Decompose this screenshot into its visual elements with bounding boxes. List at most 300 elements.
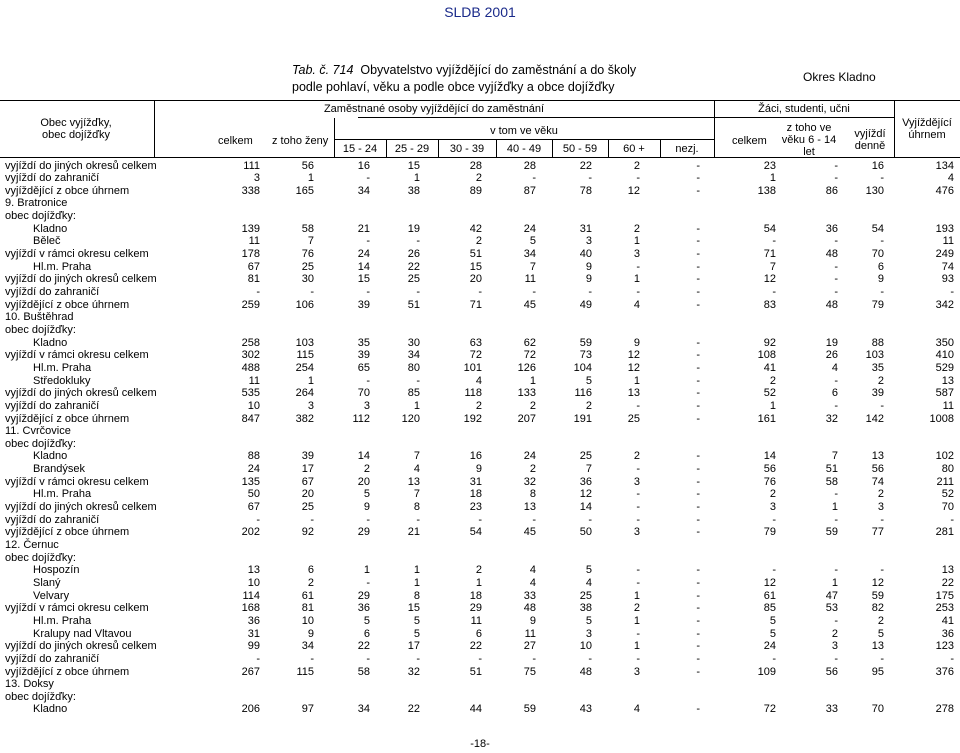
- cell-age-25-29: -: [416, 374, 420, 387]
- cell-zeny: 39: [301, 450, 314, 463]
- cell-zaci-6-14: 86: [825, 184, 838, 197]
- cell-age-60: -: [636, 463, 640, 476]
- cell-zaci-celkem: 7: [769, 260, 776, 273]
- cell-zaci-celkem: 5: [769, 627, 776, 640]
- cell-age-30-39: 18: [469, 488, 482, 501]
- cell-zeny: 25: [301, 501, 314, 514]
- cell-age-40-49: 2: [529, 399, 536, 412]
- row-label: Hl.m. Praha: [33, 260, 92, 273]
- cell-age-15-24: 39: [357, 349, 370, 362]
- cell-age-40-49: 87: [523, 184, 536, 197]
- cell-age-15-24: 9: [363, 501, 370, 514]
- table-row: [0, 349, 960, 362]
- row-label: vyjíždí do zahraničí: [5, 513, 100, 526]
- cell-age-30-39: 4: [475, 374, 482, 387]
- cell-zeny: 20: [301, 488, 314, 501]
- cell-age-40-49: 8: [529, 488, 536, 501]
- table-row: [0, 564, 960, 577]
- cell-age-15-24: 1: [363, 564, 370, 577]
- cell-zaci-6-14: -: [834, 564, 838, 577]
- cell-zaci-6-14: 51: [825, 463, 838, 476]
- cell-age-60: 25: [627, 412, 640, 425]
- cell-age-60: -: [636, 564, 640, 577]
- cell-vyjizdi-denne: 35: [871, 361, 884, 374]
- cell-uhrnem: 93: [941, 273, 954, 286]
- cell-age-15-24: 15: [357, 273, 370, 286]
- col-header-age-30-39: 30 - 39: [449, 143, 485, 155]
- cell-age-25-29: 8: [413, 501, 420, 514]
- cell-nezj: -: [696, 627, 700, 640]
- cell-celkem: 135: [241, 475, 260, 488]
- cell-age-50-59: 9: [585, 260, 592, 273]
- cell-nezj: -: [696, 450, 700, 463]
- cell-age-60: 1: [633, 640, 640, 653]
- cell-age-15-24: 29: [357, 526, 370, 539]
- row-label: 12. Černuc: [5, 539, 59, 551]
- cell-age-15-24: 35: [357, 336, 370, 349]
- cell-uhrnem: 52: [941, 488, 954, 501]
- cell-age-50-59: 38: [579, 602, 592, 615]
- cell-nezj: -: [696, 248, 700, 261]
- cell-zeny: 25: [301, 260, 314, 273]
- cell-zaci-6-14: 48: [825, 298, 838, 311]
- cell-age-50-59: -: [588, 172, 592, 185]
- cell-uhrnem: 253: [935, 602, 954, 615]
- app-title: SLDB 2001: [444, 4, 516, 20]
- cell-age-25-29: 85: [407, 387, 420, 400]
- col-header-age-25-29: 25 - 29: [394, 143, 430, 155]
- cell-zeny: 103: [295, 336, 314, 349]
- table-row: [0, 160, 960, 173]
- row-label: vyjíždí v rámci okresu celkem: [5, 248, 149, 261]
- cell-celkem: -: [256, 652, 260, 665]
- cell-zaci-6-14: 48: [825, 248, 838, 261]
- cell-age-25-29: -: [416, 513, 420, 526]
- cell-zeny: 382: [295, 412, 314, 425]
- cell-age-50-59: 40: [579, 248, 592, 261]
- col-header-age-60: 60 +: [623, 143, 645, 155]
- cell-celkem: 114: [242, 589, 260, 602]
- cell-zaci-celkem: 61: [763, 589, 776, 602]
- cell-vyjizdi-denne: 77: [871, 526, 884, 539]
- cell-vyjizdi-denne: 3: [877, 501, 884, 514]
- cell-age-30-39: 89: [469, 184, 482, 197]
- cell-zaci-celkem: 2: [769, 488, 776, 501]
- cell-age-15-24: 5: [363, 614, 370, 627]
- cell-celkem: 267: [241, 665, 260, 678]
- cell-age-30-39: 44: [469, 703, 482, 716]
- row-label: obec dojížďky:: [5, 437, 76, 450]
- cell-nezj: -: [696, 652, 700, 665]
- table-row: [0, 691, 960, 704]
- cell-celkem: -: [256, 286, 260, 298]
- row-label: 13. Doksy: [5, 678, 54, 691]
- cell-age-30-39: 42: [469, 222, 482, 235]
- cell-age-40-49: 62: [523, 336, 536, 349]
- cell-age-40-49: 45: [523, 298, 536, 311]
- table-row: [0, 185, 960, 198]
- cell-celkem: 99: [247, 640, 260, 653]
- cell-zaci-celkem: 3: [769, 501, 776, 514]
- row-label: Hl.m. Praha: [33, 361, 92, 374]
- row-label: 11. Cvrčovice: [5, 425, 71, 438]
- table-row: [0, 261, 960, 274]
- cell-zaci-6-14: 1: [831, 576, 838, 589]
- row-label: vyjíždějící z obce úhrnem: [5, 298, 130, 311]
- cell-zaci-6-14: 32: [825, 412, 838, 425]
- cell-age-25-29: 15: [407, 159, 420, 172]
- cell-age-15-24: 16: [357, 159, 370, 172]
- cell-uhrnem: 22: [941, 576, 954, 589]
- cell-vyjizdi-denne: 56: [871, 463, 884, 476]
- cell-zaci-celkem: 85: [763, 602, 776, 615]
- row-label: Hospozín: [33, 564, 80, 577]
- cell-age-25-29: 26: [407, 248, 420, 261]
- row-label: vyjíždí do zahraničí: [5, 399, 100, 412]
- cell-age-30-39: 31: [469, 475, 482, 488]
- cell-zaci-6-14: 7: [831, 450, 838, 463]
- cell-age-25-29: 17: [407, 640, 420, 653]
- cell-nezj: -: [696, 564, 700, 577]
- cell-age-40-49: 4: [529, 576, 536, 589]
- cell-vyjizdi-denne: 88: [871, 336, 884, 349]
- cell-vyjizdi-denne: 70: [871, 248, 884, 261]
- cell-age-50-59: 50: [579, 526, 592, 539]
- cell-uhrnem: 13: [941, 374, 954, 387]
- cell-zeny: 264: [295, 387, 314, 400]
- col-header-veku-6-14: z toho ve věku 6 - 14 let: [781, 122, 837, 158]
- row-label: obec dojížďky:: [5, 690, 76, 703]
- cell-zaci-6-14: -: [834, 399, 838, 412]
- table-row: [0, 539, 960, 552]
- cell-age-25-29: 5: [413, 614, 420, 627]
- cell-age-30-39: 6: [475, 627, 482, 640]
- cell-age-25-29: 80: [407, 361, 420, 374]
- header-subrule: [334, 139, 714, 140]
- row-label: vyjíždějící z obce úhrnem: [5, 526, 130, 539]
- cell-age-25-29: 30: [407, 336, 420, 349]
- row-label: vyjíždí do jiných okresů celkem: [5, 640, 157, 653]
- cell-zaci-6-14: -: [834, 614, 838, 627]
- row-label: vyjíždí v rámci okresu celkem: [5, 602, 149, 615]
- cell-vyjizdi-denne: 13: [871, 450, 884, 463]
- cell-nezj: -: [696, 336, 700, 349]
- cell-vyjizdi-denne: 59: [871, 589, 884, 602]
- cell-age-15-24: -: [366, 235, 370, 248]
- cell-celkem: 259: [241, 298, 260, 311]
- cell-uhrnem: 193: [935, 222, 954, 235]
- cell-celkem: 206: [241, 703, 260, 716]
- cell-age-15-24: 22: [357, 640, 370, 653]
- cell-uhrnem: -: [950, 513, 954, 526]
- cell-age-60: 2: [633, 222, 640, 235]
- table-row: [0, 400, 960, 413]
- table-row: [0, 425, 960, 438]
- cell-age-50-59: 22: [579, 159, 592, 172]
- row-label: Kladno: [33, 222, 68, 235]
- cell-vyjizdi-denne: 79: [871, 298, 884, 311]
- cell-uhrnem: 36: [941, 627, 954, 640]
- cell-vyjizdi-denne: 16: [871, 159, 884, 172]
- cell-age-40-49: 75: [523, 665, 536, 678]
- cell-zaci-celkem: 72: [763, 703, 776, 716]
- cell-vyjizdi-denne: -: [880, 513, 884, 526]
- cell-age-15-24: 5: [363, 488, 370, 501]
- cell-age-60: 3: [633, 665, 640, 678]
- cell-age-40-49: 126: [517, 361, 536, 374]
- cell-celkem: -: [256, 513, 260, 526]
- table-row: [0, 299, 960, 312]
- cell-age-30-39: 51: [469, 665, 482, 678]
- cell-zaci-celkem: 41: [763, 361, 776, 374]
- cell-age-40-49: 27: [523, 640, 536, 653]
- cell-uhrnem: -: [950, 286, 954, 298]
- cell-age-15-24: 14: [357, 260, 370, 273]
- cell-zaci-celkem: 92: [763, 336, 776, 349]
- cell-zaci-celkem: 108: [757, 349, 776, 362]
- cell-age-30-39: -: [478, 652, 482, 665]
- cell-age-15-24: 112: [352, 412, 370, 425]
- cell-age-25-29: 5: [413, 627, 420, 640]
- table-row: [0, 337, 960, 350]
- cell-age-25-29: 32: [407, 665, 420, 678]
- cell-age-60: -: [636, 513, 640, 526]
- cell-zaci-celkem: 52: [763, 387, 776, 400]
- cell-vyjizdi-denne: 39: [871, 387, 884, 400]
- cell-uhrnem: 123: [935, 640, 954, 653]
- cell-zaci-6-14: -: [834, 286, 838, 298]
- cell-age-30-39: 71: [469, 298, 482, 311]
- cell-age-60: 1: [633, 374, 640, 387]
- cell-age-60: 1: [633, 589, 640, 602]
- cell-zaci-celkem: 71: [763, 248, 776, 261]
- cell-age-50-59: 3: [585, 235, 592, 248]
- row-label: vyjíždí do jiných okresů celkem: [5, 387, 157, 400]
- cell-age-50-59: 2: [585, 399, 592, 412]
- cell-uhrnem: -: [950, 652, 954, 665]
- table-row: [0, 362, 960, 375]
- cell-vyjizdi-denne: 103: [865, 349, 884, 362]
- cell-uhrnem: 350: [935, 336, 954, 349]
- cell-age-50-59: 48: [579, 665, 592, 678]
- cell-age-15-24: 6: [363, 627, 370, 640]
- cell-zeny: 81: [301, 602, 314, 615]
- cell-celkem: 88: [247, 450, 260, 463]
- cell-nezj: -: [696, 374, 700, 387]
- cell-zaci-celkem: 1: [769, 399, 776, 412]
- cell-zeny: -: [310, 286, 314, 298]
- cell-nezj: -: [696, 260, 700, 273]
- table-row: [0, 375, 960, 388]
- cell-celkem: 202: [241, 526, 260, 539]
- cell-zeny: -: [310, 652, 314, 665]
- row-label: vyjíždí v rámci okresu celkem: [5, 475, 149, 488]
- cell-celkem: 488: [241, 361, 260, 374]
- table-row: [0, 387, 960, 400]
- cell-age-60: 9: [633, 336, 640, 349]
- table-row: [0, 172, 960, 185]
- cell-age-40-49: -: [532, 513, 536, 526]
- cell-nezj: -: [696, 222, 700, 235]
- row-label: Slaný: [33, 576, 61, 589]
- cell-uhrnem: 102: [935, 450, 954, 463]
- cell-zaci-celkem: -: [772, 652, 776, 665]
- cell-vyjizdi-denne: -: [880, 172, 884, 185]
- cell-age-40-49: 13: [523, 501, 536, 514]
- table-row: [0, 628, 960, 641]
- cell-celkem: 67: [247, 260, 260, 273]
- cell-vyjizdi-denne: -: [880, 652, 884, 665]
- cell-zaci-celkem: 2: [769, 374, 776, 387]
- cell-age-50-59: 43: [579, 703, 592, 716]
- cell-zaci-6-14: -: [834, 235, 838, 248]
- cell-uhrnem: 80: [941, 463, 954, 476]
- cell-zaci-6-14: -: [834, 172, 838, 185]
- cell-age-25-29: 1: [413, 172, 420, 185]
- header-top-rule: [0, 100, 960, 101]
- cell-uhrnem: 134: [935, 159, 954, 172]
- cell-age-30-39: 2: [475, 399, 482, 412]
- table-row: [0, 514, 960, 527]
- table-row: [0, 678, 960, 691]
- cell-age-60: 3: [633, 526, 640, 539]
- cell-vyjizdi-denne: 6: [877, 260, 884, 273]
- cell-zaci-6-14: -: [834, 374, 838, 387]
- title-line1: Obyvatelstvo vyjíždějící do zaměstnání a do školy: [360, 63, 637, 77]
- cell-age-50-59: 3: [585, 627, 592, 640]
- cell-zaci-celkem: 109: [757, 665, 776, 678]
- cell-age-25-29: 19: [407, 222, 420, 235]
- row-label: 9. Bratronice: [5, 197, 68, 210]
- cell-age-25-29: -: [416, 286, 420, 298]
- cell-zeny: 115: [296, 665, 314, 678]
- table-row: [0, 235, 960, 248]
- row-label: Hl.m. Praha: [33, 614, 92, 627]
- cell-nezj: -: [696, 412, 700, 425]
- cell-age-60: 12: [627, 361, 640, 374]
- cell-nezj: -: [696, 665, 700, 678]
- cell-age-25-29: 1: [413, 576, 420, 589]
- cell-celkem: 13: [247, 564, 260, 577]
- cell-zeny: 1: [307, 374, 314, 387]
- cell-zaci-celkem: -: [772, 235, 776, 248]
- cell-celkem: 535: [241, 387, 260, 400]
- cell-age-15-24: 65: [357, 361, 370, 374]
- cell-age-25-29: 51: [407, 298, 420, 311]
- table-row: [0, 324, 960, 337]
- cell-age-40-49: 1: [529, 374, 536, 387]
- cell-zeny: 7: [307, 235, 314, 248]
- cell-zeny: 17: [301, 463, 314, 476]
- table-row: [0, 438, 960, 451]
- cell-celkem: 67: [247, 501, 260, 514]
- cell-zaci-celkem: 83: [763, 298, 776, 311]
- cell-age-60: 13: [627, 387, 640, 400]
- cell-zaci-celkem: 14: [763, 450, 776, 463]
- row-label: Hl.m. Praha: [33, 488, 92, 501]
- cell-vyjizdi-denne: -: [880, 399, 884, 412]
- cell-age-60: -: [636, 286, 640, 298]
- header-subrule: [358, 117, 714, 118]
- table-row: [0, 590, 960, 603]
- cell-age-25-29: 4: [413, 463, 420, 476]
- cell-age-30-39: 54: [469, 526, 482, 539]
- cell-vyjizdi-denne: 13: [871, 640, 884, 653]
- cell-zaci-6-14: 33: [825, 703, 838, 716]
- row-label: Běleč: [33, 235, 61, 248]
- cell-age-30-39: 72: [469, 349, 482, 362]
- table-row: [0, 488, 960, 501]
- cell-zeny: 165: [295, 184, 314, 197]
- cell-age-60: 4: [633, 703, 640, 716]
- cell-zaci-6-14: 2: [831, 627, 838, 640]
- cell-age-40-49: -: [532, 286, 536, 298]
- cell-age-25-29: 1: [413, 564, 420, 577]
- table-row: [0, 640, 960, 653]
- cell-zaci-celkem: -: [772, 513, 776, 526]
- cell-celkem: 36: [247, 614, 260, 627]
- cell-age-30-39: 29: [469, 602, 482, 615]
- cell-age-30-39: 15: [469, 260, 482, 273]
- cell-age-50-59: 9: [585, 273, 592, 286]
- cell-age-60: 3: [633, 475, 640, 488]
- row-label: Středokluky: [33, 374, 91, 387]
- cell-age-40-49: 59: [523, 703, 536, 716]
- row-label: obec dojížďky:: [5, 323, 76, 336]
- cell-age-60: -: [636, 576, 640, 589]
- cell-vyjizdi-denne: 5: [877, 627, 884, 640]
- cell-zaci-6-14: -: [834, 652, 838, 665]
- cell-zaci-celkem: 161: [757, 412, 776, 425]
- cell-age-25-29: 38: [407, 184, 420, 197]
- cell-age-15-24: -: [366, 576, 370, 589]
- cell-age-25-29: 21: [407, 526, 420, 539]
- cell-zaci-6-14: -: [834, 273, 838, 286]
- cell-vyjizdi-denne: -: [880, 564, 884, 577]
- table-row: [0, 476, 960, 489]
- row-label: vyjíždějící z obce úhrnem: [5, 184, 130, 197]
- cell-uhrnem: 74: [941, 260, 954, 273]
- col-header-nezj: nezj.: [675, 143, 699, 155]
- cell-nezj: -: [696, 273, 700, 286]
- cell-age-60: 2: [633, 450, 640, 463]
- col-header-age-50-59: 50 - 59: [562, 143, 598, 155]
- cell-age-15-24: 34: [357, 703, 370, 716]
- cell-age-50-59: 78: [579, 184, 592, 197]
- table-row: [0, 526, 960, 539]
- cell-age-60: 1: [633, 614, 640, 627]
- cell-nezj: -: [696, 475, 700, 488]
- cell-vyjizdi-denne: 54: [871, 222, 884, 235]
- cell-vyjizdi-denne: -: [880, 235, 884, 248]
- cell-zaci-6-14: 19: [825, 336, 838, 349]
- cell-nezj: -: [696, 235, 700, 248]
- cell-zaci-celkem: 24: [763, 640, 776, 653]
- cell-age-50-59: 4: [585, 576, 592, 589]
- cell-age-30-39: 51: [469, 248, 482, 261]
- cell-age-60: 3: [633, 248, 640, 261]
- cell-age-50-59: 73: [579, 349, 592, 362]
- cell-age-40-49: 32: [523, 475, 536, 488]
- cell-age-60: -: [636, 399, 640, 412]
- cell-vyjizdi-denne: 130: [865, 184, 884, 197]
- cell-age-15-24: 20: [357, 475, 370, 488]
- cell-age-30-39: 101: [463, 361, 482, 374]
- cell-nezj: -: [696, 387, 700, 400]
- col-header-zaci: Žáci, studenti, učni: [758, 103, 850, 115]
- cell-age-25-29: 7: [413, 488, 420, 501]
- cell-zeny: 1: [307, 172, 314, 185]
